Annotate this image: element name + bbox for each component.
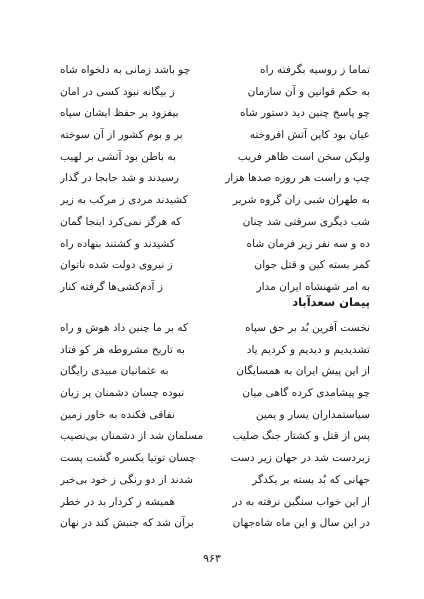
hemistich-first: چپ و راست هر روزه صدها هزار	[225, 172, 370, 185]
couplet	[60, 255, 370, 277]
hemistich-second: مسلمان شد از دشمنان بی‌نصیب	[60, 430, 204, 443]
hemistich-second: ز بیگانه نبود کسی در امان	[60, 85, 175, 98]
hemistich-second: همیشه ز کردار بد در خطر	[60, 495, 176, 508]
hemistich-first: در این سال و این ماه شاه‌جهان	[232, 517, 370, 530]
hemistich-second: به عثمانیان مبیدی رایگان	[60, 365, 169, 378]
hemistich-first: از این پیش ایران به همسایگان	[236, 365, 370, 378]
couplet	[60, 190, 370, 212]
couplet	[60, 212, 370, 234]
couplet	[60, 147, 370, 169]
hemistich-second: شدند از دو رنگی ز خود بی‌خبر	[60, 473, 194, 486]
hemistich-first: عیان بود کاین آتش افروخته	[249, 129, 370, 142]
hemistich-second: رسیدند و شد جابجا در گذار	[60, 172, 179, 185]
hemistich-first: جهانی که بُد بسته بر یکدگر	[252, 473, 370, 486]
hemistich-second: بیفزود بر حفظ ایشان سپاه	[60, 107, 179, 120]
couplet	[60, 492, 370, 514]
hemistich-second: چسان توتیا یکسره گشت پست	[60, 452, 196, 465]
hemistich-second: چو باشد زمانی به دلخواه شاه	[60, 64, 191, 76]
hemistich-second: کشیدند و کشتند بنهاده راه	[60, 237, 175, 250]
hemistich-second: که هرگز نمی‌کرد اینجا گمان	[60, 215, 182, 228]
hemistich-first: تماما ز روسیه بگرفته راه	[260, 64, 370, 76]
hemistich-first: زبردست شد در جهان زیر دست	[230, 452, 370, 465]
hemistich-first: کمر بسته کین و قتل جوان	[254, 259, 370, 272]
couplet	[60, 103, 370, 125]
hemistich-first: ولیکن سخن است ظاهر فریب	[237, 150, 370, 163]
couplet	[60, 125, 370, 147]
section-title: پیمان سعدآباد	[292, 295, 370, 309]
hemistich-first: چو پیشامدی کرده گاهی میان	[242, 387, 370, 400]
hemistich-second: برآن شد که جنبش کند در نهان	[60, 517, 194, 530]
hemistich-first: تشدیدیم و دیدیم و کردیم یاد	[246, 343, 370, 356]
hemistich-first: پس از قتل و کشتار جنگ صلیب	[232, 430, 370, 443]
couplet	[60, 513, 370, 535]
hemistich-first: به امر شهنشاه ایران مدار	[256, 280, 370, 293]
couplet	[60, 361, 370, 383]
hemistich-second: ز نیروی دولت شده ناتوان	[60, 259, 173, 272]
couplet	[60, 168, 370, 190]
couplet	[60, 60, 370, 82]
couplet	[60, 470, 370, 492]
couplet	[60, 318, 370, 340]
hemistich-second: به تاریخ مشروطه هر کو فتاد	[60, 343, 185, 356]
hemistich-first: به طهران شبی زان گروه شریر	[232, 194, 370, 207]
hemistich-second: به باطن بود آتشی بر لهیب	[60, 150, 176, 163]
hemistich-first: به حکم قوانین و آن سازمان	[247, 85, 370, 98]
poem-stanza-2	[60, 318, 370, 535]
couplet	[60, 448, 370, 470]
couplet	[60, 234, 370, 256]
hemistich-second: نفاقی فکنده به خاور زمین	[60, 408, 175, 421]
hemistich-second: کشیدند مردی ز مرکب به زیر	[60, 194, 188, 207]
hemistich-second: بر و بوم کشور از آن سوخته	[60, 129, 183, 142]
hemistich-second: نبوده چسان دشمنان پر زیان	[60, 387, 185, 400]
hemistich-second: ز آدم‌کشی‌ها گرفته کنار	[60, 280, 163, 293]
hemistich-first: ده و سه نفر زیر فرمان شاه	[246, 237, 370, 250]
couplet	[60, 340, 370, 362]
couplet	[60, 426, 370, 448]
hemistich-first: نخست آفرین بُد بر حق سپاه	[245, 322, 370, 334]
couplet	[60, 82, 370, 104]
hemistich-first: سیاستمداران یسار و یمین	[255, 408, 370, 421]
couplet	[60, 383, 370, 405]
hemistich-first: چو پاسخ چنین دید دستور شاه	[239, 107, 370, 120]
hemistich-first: شب دیگری سرقتی شد چنان	[242, 215, 370, 228]
poem-stanza-1	[60, 60, 370, 299]
hemistich-first: از این خواب سنگین نرفته به در	[232, 495, 370, 508]
hemistich-second: که بر ما چنین داد هوش و راه	[60, 322, 189, 334]
couplet	[60, 405, 370, 427]
page-number: ۹۶۳	[203, 552, 221, 565]
